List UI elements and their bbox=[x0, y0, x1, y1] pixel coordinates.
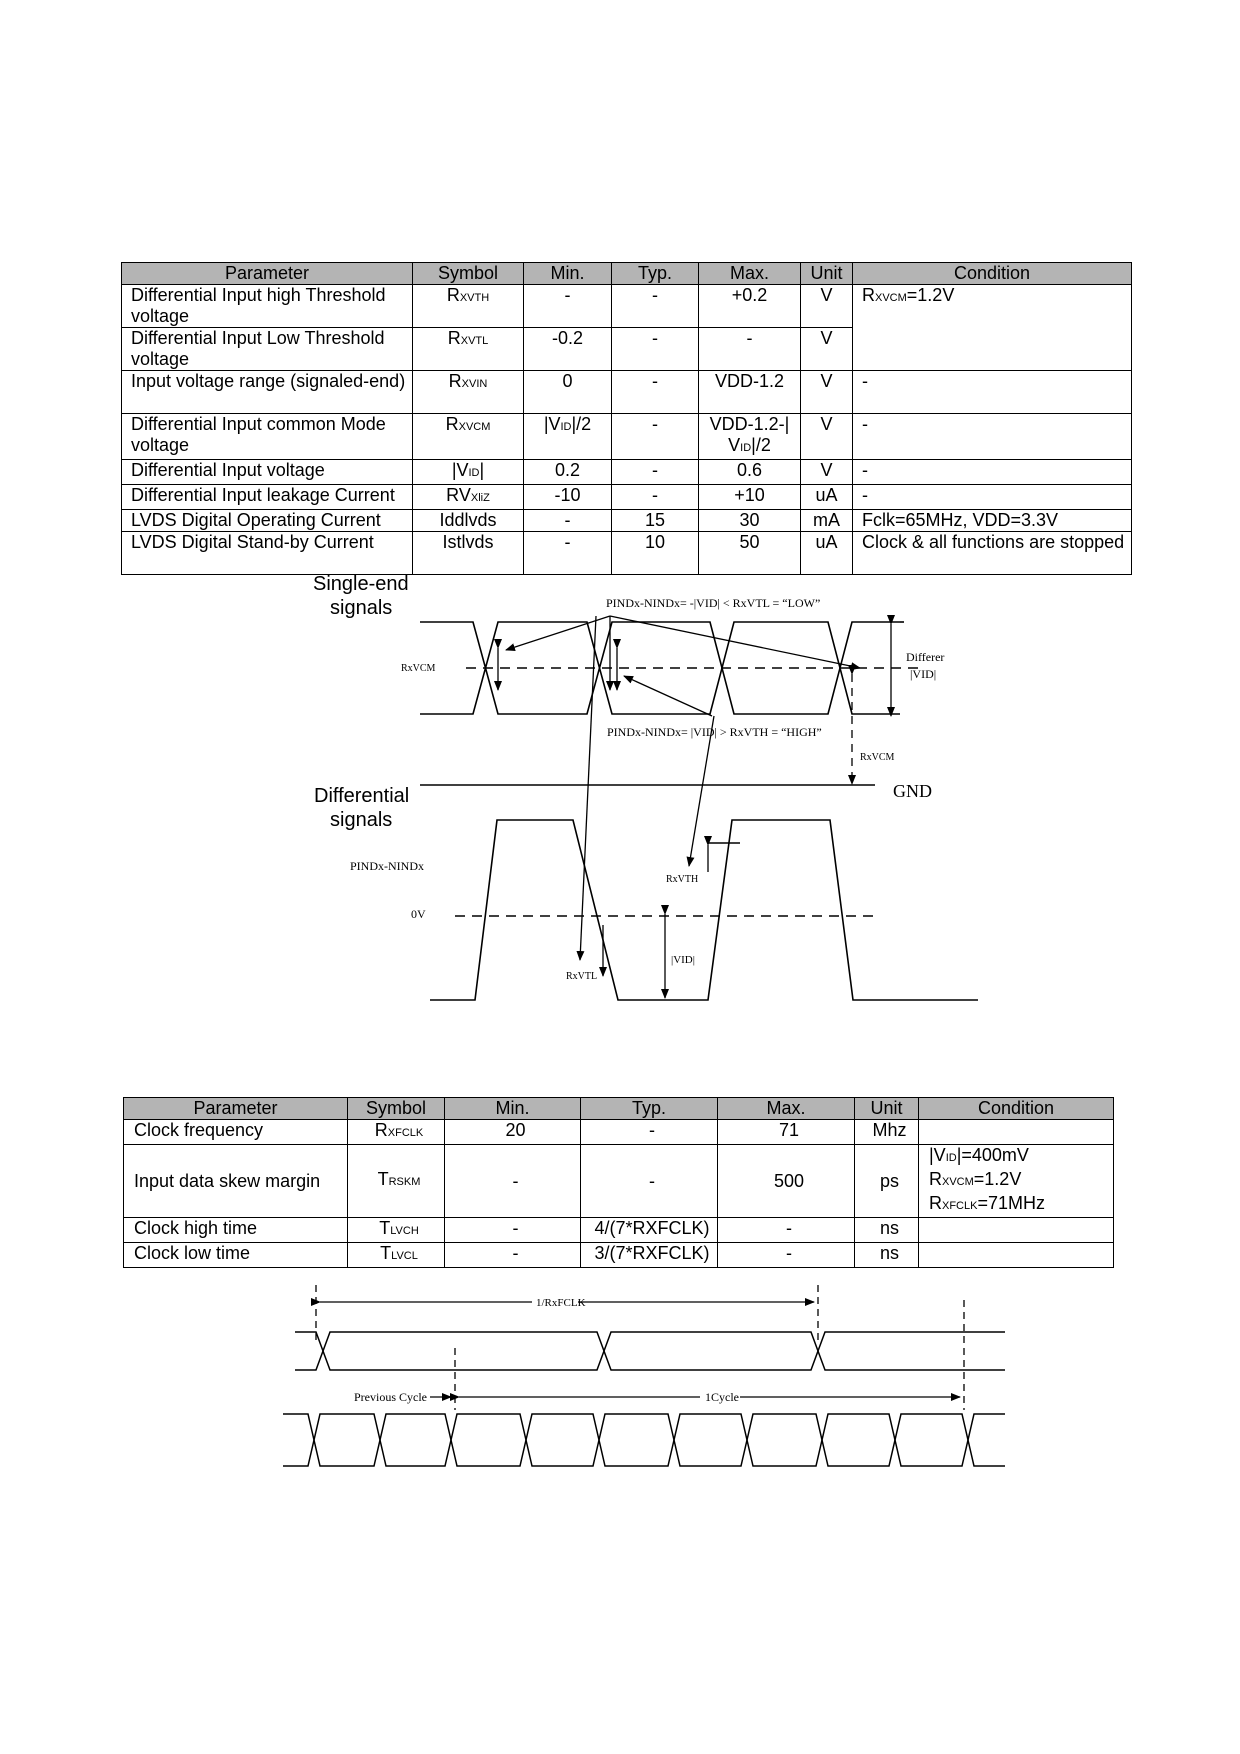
min-cell: |VID|/2 bbox=[524, 414, 612, 460]
symbol-cell: RVXliZ bbox=[413, 485, 524, 510]
typ-cell: - bbox=[581, 1120, 718, 1145]
max-cell: +10 bbox=[699, 485, 801, 510]
unit-cell: ns bbox=[855, 1243, 919, 1268]
symbol-cell: TLVCL bbox=[348, 1243, 445, 1268]
typ-cell: - bbox=[612, 414, 699, 460]
typ-cell: 15 bbox=[612, 510, 699, 532]
one-cycle-label: 1Cycle bbox=[705, 1390, 739, 1404]
rxvcm-right-label: RxVCM bbox=[860, 752, 895, 763]
unit-cell: ns bbox=[855, 1218, 919, 1243]
timing-markers bbox=[316, 1285, 964, 1410]
unit-cell: V bbox=[801, 328, 853, 371]
gnd-label: GND bbox=[893, 781, 932, 801]
symbol-cell: RXVIN bbox=[413, 371, 524, 414]
condition-cell bbox=[919, 1120, 1114, 1145]
min-cell: -0.2 bbox=[524, 328, 612, 371]
unit-cell: uA bbox=[801, 485, 853, 510]
symbol-cell: RXVCM bbox=[413, 414, 524, 460]
condition-cell: Clock & all functions are stopped bbox=[853, 532, 1132, 575]
header-min: Min. bbox=[445, 1098, 581, 1120]
lvds-dc-characteristics-table bbox=[121, 262, 1132, 575]
min-cell: - bbox=[445, 1145, 581, 1218]
param-cell: Differential Input leakage Current bbox=[122, 485, 413, 510]
header-unit: Unit bbox=[801, 263, 853, 285]
header-max: Max. bbox=[699, 263, 801, 285]
header-parameter: Parameter bbox=[124, 1098, 348, 1120]
min-cell: 20 bbox=[445, 1120, 581, 1145]
header-max: Max. bbox=[718, 1098, 855, 1120]
unit-cell: V bbox=[801, 460, 853, 485]
pindx-label: PINDx-NINDx bbox=[350, 859, 424, 873]
rxvth-label: RxVTH bbox=[666, 874, 699, 885]
max-cell: - bbox=[699, 328, 801, 371]
table-row bbox=[122, 532, 1132, 575]
symbol-cell: Istlvds bbox=[413, 532, 524, 575]
param-cell: Clock low time bbox=[124, 1243, 348, 1268]
header-symbol: Symbol bbox=[348, 1098, 445, 1120]
unit-cell: V bbox=[801, 285, 853, 328]
param-cell: Differential Input common Mode voltage bbox=[122, 414, 413, 460]
max-cell: - bbox=[718, 1218, 855, 1243]
table-header-row bbox=[122, 263, 1132, 285]
unit-cell: V bbox=[801, 414, 853, 460]
max-cell: 71 bbox=[718, 1120, 855, 1145]
symbol-cell: RXVTH bbox=[413, 285, 524, 328]
max-cell: 30 bbox=[699, 510, 801, 532]
max-cell: VDD-1.2-| VID|/2 bbox=[699, 414, 801, 460]
symbol-cell: TRSKM bbox=[348, 1145, 445, 1218]
table-row bbox=[124, 1120, 1114, 1145]
vid-right-label: |VID| bbox=[910, 667, 937, 681]
param-cell: Differential Input Low Threshold voltage bbox=[122, 328, 413, 371]
high-condition-label: PINDx-NINDx= |VID| > RxVTH = “HIGH” bbox=[607, 725, 822, 739]
unit-cell: mA bbox=[801, 510, 853, 532]
diagram1-labels bbox=[313, 573, 944, 982]
table-row bbox=[122, 371, 1132, 414]
period-label: 1/RxFCLK bbox=[536, 1297, 586, 1309]
rxvtl-label: RxVTL bbox=[566, 971, 598, 982]
symbol-cell: Iddlvds bbox=[413, 510, 524, 532]
unit-cell: uA bbox=[801, 532, 853, 575]
typ-cell: - bbox=[612, 328, 699, 371]
unit-cell: V bbox=[801, 371, 853, 414]
header-min: Min. bbox=[524, 263, 612, 285]
previous-cycle-label: Previous Cycle bbox=[354, 1390, 427, 1404]
header-typ: Typ. bbox=[612, 263, 699, 285]
typ-cell: - bbox=[612, 371, 699, 414]
min-cell: - bbox=[524, 285, 612, 328]
symbol-cell: |VID| bbox=[413, 460, 524, 485]
condition-cell: - bbox=[853, 414, 1132, 460]
diagram2-labels bbox=[354, 1297, 739, 1404]
max-cell: 0.6 bbox=[699, 460, 801, 485]
table-row bbox=[122, 414, 1132, 460]
typ-cell: 4/(7*RXFCLK) bbox=[581, 1218, 718, 1243]
min-cell: 0.2 bbox=[524, 460, 612, 485]
condition-cell: - bbox=[853, 371, 1132, 414]
symbol-cell: RXFCLK bbox=[348, 1120, 445, 1145]
min-cell: -10 bbox=[524, 485, 612, 510]
single-end-label: Single-end bbox=[313, 573, 409, 595]
condition-cell: RXVCM=1.2V bbox=[853, 285, 1132, 371]
data-waveform bbox=[283, 1414, 1005, 1466]
condition-cell: |VID|=400mV RXVCM=1.2V RXFCLK=71MHz bbox=[919, 1145, 1114, 1218]
vid-label: |VID| bbox=[671, 954, 695, 966]
param-cell: Clock frequency bbox=[124, 1120, 348, 1145]
typ-cell: - bbox=[581, 1145, 718, 1218]
typ-cell: - bbox=[612, 460, 699, 485]
min-cell: 0 bbox=[524, 371, 612, 414]
table-row bbox=[124, 1243, 1114, 1268]
header-unit: Unit bbox=[855, 1098, 919, 1120]
header-condition: Condition bbox=[919, 1098, 1114, 1120]
condition-cell: - bbox=[853, 485, 1132, 510]
condition-cell: Fclk=65MHz, VDD=3.3V bbox=[853, 510, 1132, 532]
min-cell: - bbox=[524, 510, 612, 532]
table-row bbox=[122, 485, 1132, 510]
clock-waveform bbox=[295, 1332, 1005, 1370]
unit-cell: ps bbox=[855, 1145, 919, 1218]
typ-cell: 10 bbox=[612, 532, 699, 575]
header-typ: Typ. bbox=[581, 1098, 718, 1120]
table-row bbox=[122, 285, 1132, 328]
max-cell: 500 bbox=[718, 1145, 855, 1218]
min-cell: - bbox=[445, 1218, 581, 1243]
max-cell: - bbox=[718, 1243, 855, 1268]
min-cell: - bbox=[524, 532, 612, 575]
single-end-waveform bbox=[420, 622, 920, 714]
condition-cell: - bbox=[853, 460, 1132, 485]
rxvcm-left-label: RxVCM bbox=[401, 663, 436, 674]
header-condition: Condition bbox=[853, 263, 1132, 285]
symbol-cell: TLVCH bbox=[348, 1218, 445, 1243]
table-row bbox=[122, 510, 1132, 532]
min-cell: - bbox=[445, 1243, 581, 1268]
table-row bbox=[124, 1145, 1114, 1218]
max-cell: VDD-1.2 bbox=[699, 371, 801, 414]
param-cell: Clock high time bbox=[124, 1218, 348, 1243]
typ-cell: - bbox=[612, 485, 699, 510]
signals-label: signals bbox=[330, 597, 393, 619]
lvds-ac-timing-table bbox=[123, 1097, 1114, 1268]
param-cell: LVDS Digital Operating Current bbox=[122, 510, 413, 532]
typ-cell: - bbox=[612, 285, 699, 328]
header-parameter: Parameter bbox=[122, 263, 413, 285]
unit-cell: Mhz bbox=[855, 1120, 919, 1145]
param-cell: Differential Input high Threshold voltage bbox=[122, 285, 413, 328]
max-cell: 50 bbox=[699, 532, 801, 575]
differential-waveform bbox=[430, 820, 978, 1000]
low-condition-label: PINDx-NINDx= -|VID| < RxVTL = “LOW” bbox=[606, 596, 821, 610]
param-cell: LVDS Digital Stand-by Current bbox=[122, 532, 413, 575]
table-row bbox=[124, 1218, 1114, 1243]
single-end-annotations bbox=[498, 616, 891, 960]
differential-signals-label-1: Differential bbox=[314, 785, 410, 807]
differential-label: Differer bbox=[906, 650, 945, 664]
param-cell: Input voltage range (signaled-end) bbox=[122, 371, 413, 414]
max-cell: +0.2 bbox=[699, 285, 801, 328]
zero-v-label: 0V bbox=[411, 907, 426, 921]
typ-cell: 3/(7*RXFCLK) bbox=[581, 1243, 718, 1268]
condition-cell bbox=[919, 1218, 1114, 1243]
table-header-row bbox=[124, 1098, 1114, 1120]
table-row bbox=[122, 460, 1132, 485]
symbol-cell: RXVTL bbox=[413, 328, 524, 371]
differential-annotations bbox=[603, 845, 708, 998]
condition-cell bbox=[919, 1243, 1114, 1268]
param-cell: Input data skew margin bbox=[124, 1145, 348, 1218]
differential-signals-label-2: signals bbox=[330, 809, 393, 831]
param-cell: Differential Input voltage bbox=[122, 460, 413, 485]
header-symbol: Symbol bbox=[413, 263, 524, 285]
